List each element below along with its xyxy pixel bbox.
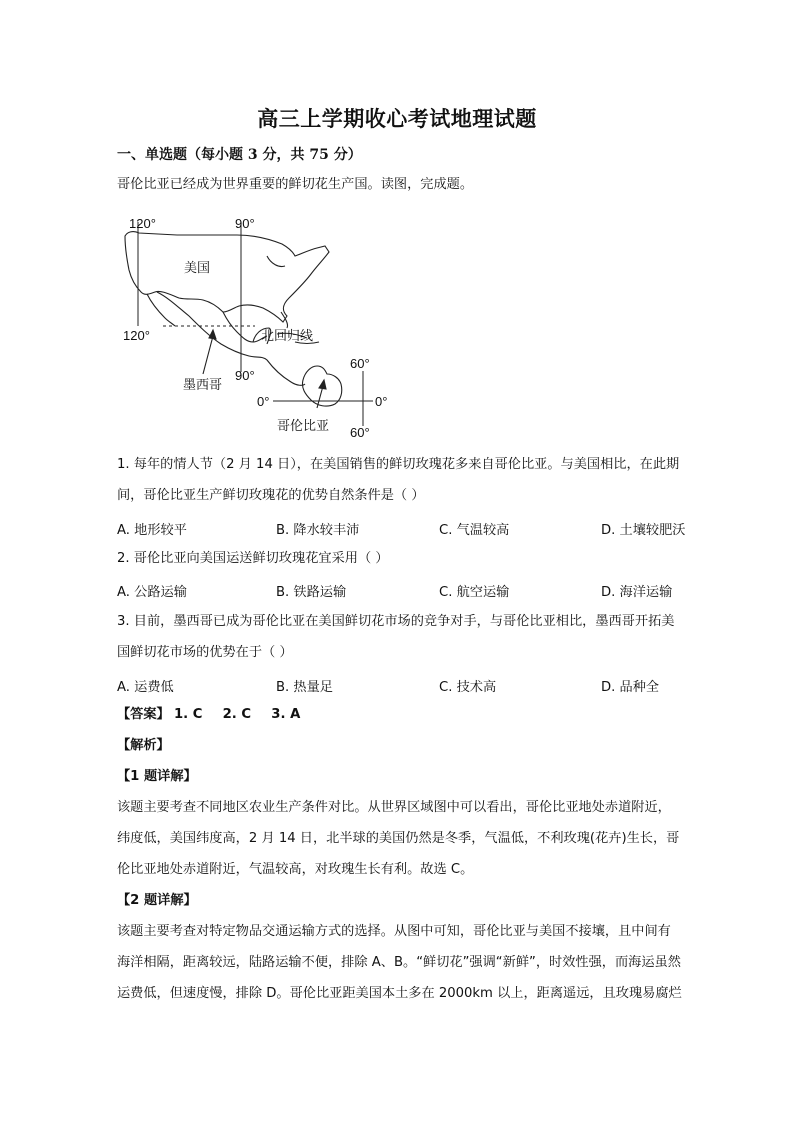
label-120-bottom: 120° — [123, 328, 150, 343]
q2-option-c: C. 航空运输 — [439, 585, 510, 600]
q1-options — [117, 519, 697, 537]
q3-text-line1: 3. 目前，墨西哥已成为哥伦比亚在美国鲜切花市场的竞争对手，与哥伦比亚相比，墨西哥开拓美 — [117, 614, 675, 629]
q2-option-d: D. 海洋运输 — [601, 585, 673, 600]
answer-item-1: 1. C — [173, 707, 203, 722]
q3-text-line2: 国鲜切花市场的优势在于（ ） — [117, 645, 293, 660]
label-90-bottom: 90° — [235, 368, 255, 383]
q1-option-d: D. 土壤较肥沃 — [601, 523, 686, 538]
label-60-bottom: 60° — [350, 425, 370, 440]
detail-2-line3: 运费低，但速度慢，排除 D。哥伦比亚距美国本土多在 2000km 以上，距离遥远，且玫瑰易腐烂 — [117, 986, 682, 1001]
baja-california — [147, 294, 175, 326]
answer-label: 【答案】 — [117, 707, 170, 722]
detail-1-line1: 该题主要考查不同地区农业生产条件对比。从世界区域图中可以看出，哥伦比亚地处赤道附近， — [117, 800, 671, 815]
q1-option-b: B. 降水较丰沛 — [276, 523, 360, 538]
label-usa: 美国 — [184, 260, 211, 275]
region-map — [117, 208, 407, 444]
analysis-label: 【解析】 — [117, 738, 170, 753]
q3-option-b: B. 热量足 — [276, 680, 333, 695]
detail-2-line1: 该题主要考查对特定物品交通运输方式的选择。从图中可知，哥伦比亚与美国不接壤，且中间有 — [117, 924, 671, 939]
q1-text-line2: 间，哥伦比亚生产鲜切玫瑰花的优势自然条件是（ ） — [117, 488, 425, 503]
q2-option-b: B. 铁路运输 — [276, 585, 347, 600]
detail-2-label: 【2 题详解】 — [117, 893, 197, 908]
label-120-top: 120° — [129, 216, 156, 231]
q3-option-a: A. 运费低 — [117, 680, 174, 695]
north-america-coastline — [125, 232, 329, 322]
q1-text-line1: 1. 每年的情人节（2 月 14 日），在美国销售的鲜切玫瑰花多来自哥伦比亚。与美国相比，在此期 — [117, 457, 680, 472]
q3-option-c: C. 技术高 — [439, 680, 497, 695]
section-heading: 一、单选题（每小题 3 分，共 75 分） — [117, 147, 362, 163]
detail-1-line2: 纬度低，美国纬度高，2 月 14 日，北半球的美国仍然是冬季，气温低，不利玫瑰(花卉)生长，哥 — [117, 831, 680, 846]
label-colombia: 哥伦比亚 — [277, 418, 330, 433]
label-zero-left: 0° — [257, 394, 270, 409]
q2-options — [117, 581, 697, 599]
q1-option-c: C. 气温较高 — [439, 523, 510, 538]
answer-item-3: 3. A — [271, 707, 301, 722]
detail-1-label: 【1 题详解】 — [117, 769, 197, 784]
label-zero-right: 0° — [375, 394, 388, 409]
detail-2-line2: 海洋相隔，距离较远，陆路运输不便，排除 A、B。“鲜切花”强调“新鲜”，时效性强，而海运虽然 — [117, 955, 681, 970]
q3-options — [117, 676, 697, 694]
page-title: 高三上学期收心考试地理试题 — [257, 106, 537, 131]
label-60-top: 60° — [350, 356, 370, 371]
answer-row — [117, 706, 316, 724]
q2-text-line1: 2. 哥伦比亚向美国运送鲜切玫瑰花宜采用（ ） — [117, 551, 389, 566]
q1-option-a: A. 地形较平 — [117, 523, 187, 538]
label-tropic: 北回归线 — [261, 328, 314, 343]
answer-item-2: 2. C — [222, 707, 252, 722]
detail-1-line3: 伦比亚地处赤道附近，气温较高，对玫瑰生长有利。故选 C。 — [117, 862, 474, 877]
q2-option-a: A. 公路运输 — [117, 585, 187, 600]
label-90-top: 90° — [235, 216, 255, 231]
q3-option-d: D. 品种全 — [601, 680, 660, 695]
intro-text: 哥伦比亚已经成为世界重要的鲜切花生产国。读图，完成题。 — [117, 177, 474, 192]
label-mexico: 墨西哥 — [183, 377, 223, 392]
